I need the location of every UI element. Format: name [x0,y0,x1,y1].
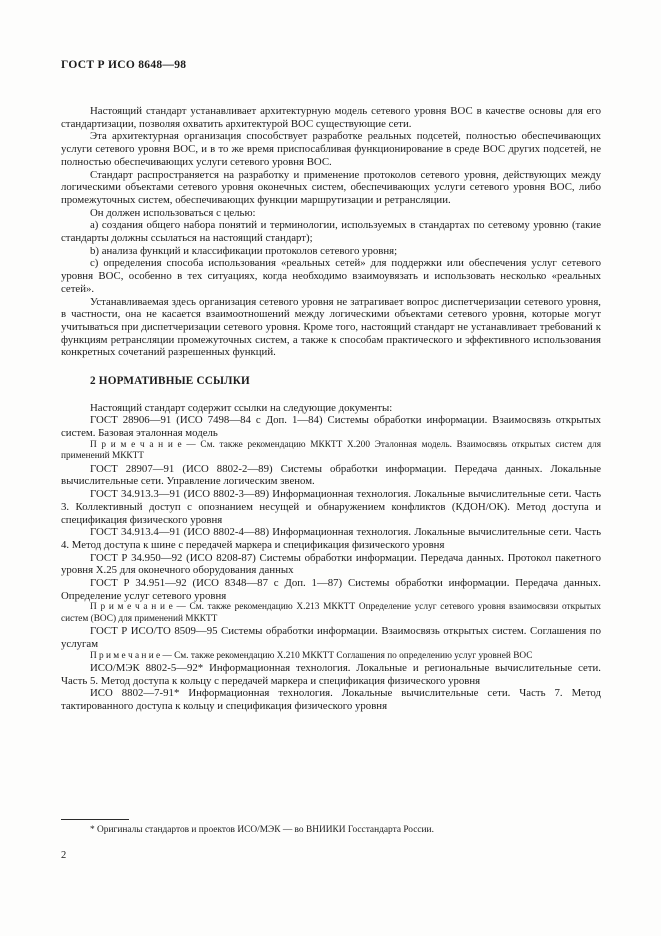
document-body [61,105,601,713]
reference-item: ГОСТ Р ИСО/ТО 8509—95 Системы обработки информации. Взаимосвязь открытых систем. Соглашения по услугам [61,625,601,650]
footnote-rule [61,819,129,820]
note-item: П р и м е ч а н и е — См. также рекомендацию Х.213 МККТТ Определение услуг сетевого уровня взаимосвязи открытых систем (ВОС) для применений МККТТ [61,602,601,624]
reference-item: ГОСТ 28907—91 (ИСО 8802-2—89) Системы обработки информации. Передача данных. Локальные вычислительные сети. Управление логическим звеном. [61,462,601,488]
reference-item: ГОСТ Р 34.950—92 (ИСО 8208-87) Системы обработки информации. Передача данных. Протокол пакетного уровня Х.25 для оконечного оборудования данных [61,551,601,577]
reference-item: ГОСТ 28906—91 (ИСО 7498—84 с Доп. 1—84) Системы обработки информации. Взаимосвязь открытых систем. Базовая эталонная модель [61,414,601,440]
note-item: П р и м е ч а н и е — См. также рекомендацию МККТТ Х.200 Эталонная модель. Взаимосвязь открытых систем для применений МККТТ [61,439,601,462]
paragraph: Устанавливаемая здесь организация сетевого уровня не затрагивает вопрос диспетчеризации сетевого уровня, в частности, она не касается взаимоотношений между логическими объектами сетевого уровня, которые могут учитываться при диспетчеризации сетевого уровня. Кроме того, настоящий стандарт не устанавливает требований к функциям ретрансляции промежуточных систем, а также к способам практического и эффективного использования конкретных сочетаний разрешенных функций. [61,295,601,359]
paragraph: Он должен использоваться с целью: [90,206,256,219]
reference-item: ГОСТ 34.913.4—91 (ИСО 8802-4—88) Информационная технология. Локальные вычислительные сети. Часть 4. Метод доступа к шине с передачей маркера и спецификация физического уровня [61,526,601,551]
list-item-b: b) анализа функций и классификации протоколов сетевого уровня; [90,244,398,257]
reference-item: ГОСТ 34.913.3—91 (ИСО 8802-3—89) Информационная технология. Локальные вычислительные сети. Часть 3. Коллективный доступ с опознанием несущей и обнаружением конфликтов (КДОН/ОК). Метод доступа и спецификация физического уровня [61,488,601,526]
reference-item: ГОСТ Р 34.951—92 (ИСО 8348—87 с Доп. 1—87) Системы обработки информации. Передача данных. Определение услуг сетевого уровня [61,577,601,602]
list-item-a: а) создания общего набора понятий и терминологии, используемых в стандартах по сетевому уровню (такие стандарты должны ссылаться на настоящий стандарт); [61,219,601,245]
note-item: П р и м е ч а н и е — См. также рекомендацию Х.210 МККТТ Соглашения по определению услуг уровней ВОС [90,650,533,661]
reference-item: ИСО/МЭК 8802-5—92* Информационная технология. Локальные и региональные вычислительные сети. Часть 5. Метод доступа к кольцу с передачей маркера и спецификация физического уровня [61,662,601,687]
standard-code-header: ГОСТ Р ИСО 8648—98 [61,59,187,71]
section-lead: Настоящий стандарт содержит ссылки на следующие документы: [90,401,393,414]
paragraph: Эта архитектурная организация способствует разработке реальных подсетей, полностью обеспечивающих услуги сетевого уровня ВОС, и в то же время приспосабливая функционирование в среде ВОС других подсетей, не полностью обеспечивающих услуги сетевого уровня ВОС. [61,130,601,168]
paragraph: Настоящий стандарт устанавливает архитектурную модель сетевого уровня ВОС в качестве основы для его стандартизации, позволяя охватить архитектурой ВОС существующие сети. [61,105,601,130]
section-title-normative-references: 2 НОРМАТИВНЫЕ ССЫЛКИ [90,375,250,388]
paragraph: Стандарт распространяется на разработку и применение протоколов сетевого уровня, действующих между логическими объектами сетевого уровня оконечных систем, обеспечивающих услуги сетевого уровня ВОС, либо промежуточных систем, обеспечивающих функции маршрутизации и ретрансляции. [61,168,601,206]
list-item-c: с) определения способа использования «реальных сетей» для поддержки или обеспечения услуг сетевого уровня ВОС, особенно в тех ситуациях, когда необходимо взаимоувязать и использовать несколько «реальных сетей». [61,257,601,295]
reference-item: ИСО 8802—7-91* Информационная технология. Локальные вычислительные сети. Часть 7. Метод тактированного доступа к кольцу и спецификация физического уровня [61,687,601,713]
page-number: 2 [61,850,67,861]
footnote-text: * Оригиналы стандартов и проектов ИСО/МЭК — во ВНИИКИ Госстандарта России. [90,825,434,835]
